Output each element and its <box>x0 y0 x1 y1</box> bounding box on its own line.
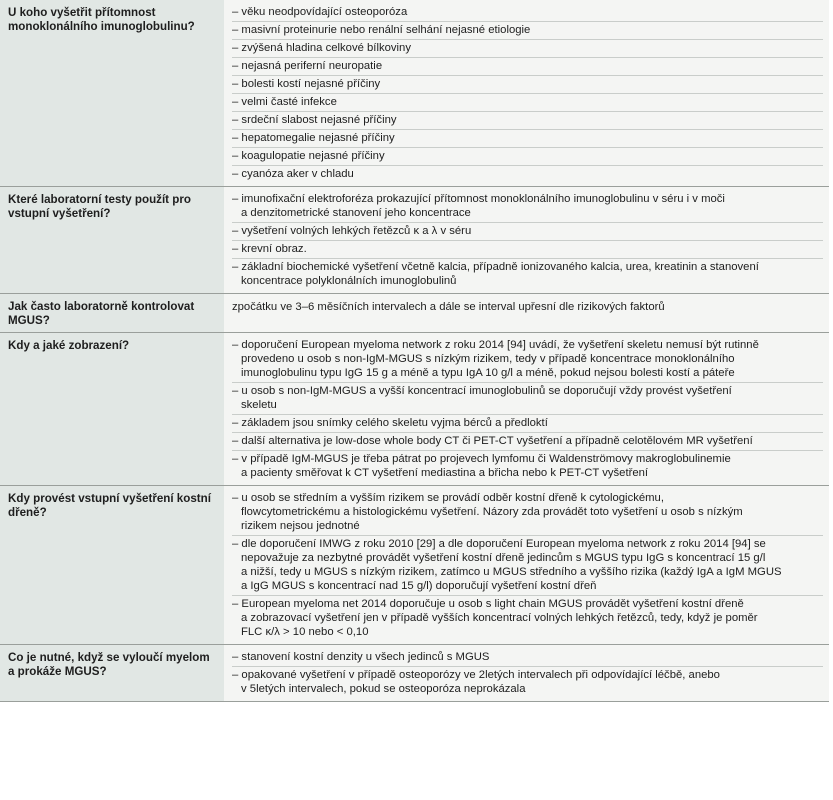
question-cell: U koho vyšetřit přítomnost monoklonálního imunoglobulinu? <box>0 0 224 187</box>
table-row-who-to-test <box>0 0 829 187</box>
list-item: – velmi časté infekce <box>232 94 823 112</box>
list-item: – koagulopatie nejasné příčiny <box>232 148 823 166</box>
answer-cell <box>224 333 829 486</box>
list-item: – věku neodpovídající osteoporóza <box>232 4 823 22</box>
list-item: – hepatomegalie nejasné příčiny <box>232 130 823 148</box>
question-cell: Jak často laboratorně kontrolovat MGUS? <box>0 294 224 333</box>
answer-cell <box>224 294 829 333</box>
list-item: – základní biochemické vyšetření včetně kalcia, případně ionizovaného kalcia, urea, kreatinin a stanovení koncentrace polyklonálních imunoglobulinů <box>232 261 759 287</box>
answer-cell <box>224 645 829 702</box>
table-row-imaging <box>0 333 829 486</box>
answer-cell <box>224 187 829 294</box>
answer-cell <box>224 0 829 187</box>
list-item: – srdeční slabost nejasné příčiny <box>232 112 823 130</box>
answer-text: zpočátku ve 3–6 měsíčních intervalech a dále se interval upřesní dle rizikových faktorů <box>232 301 665 313</box>
list-item: – cyanóza aker v chladu <box>232 168 354 180</box>
list-item: – u osob s non-IgM-MGUS a vyšší koncentrací imunoglobulinů se doporučují vždy provést vyšetření skeletu <box>232 383 823 415</box>
table-row-bone-marrow <box>0 486 829 645</box>
list-item: – zvýšená hladina celkové bílkoviny <box>232 40 823 58</box>
question-cell: Kdy a jaké zobrazení? <box>0 333 224 486</box>
question-cell: Kdy provést vstupní vyšetření kostní dřeně? <box>0 486 224 645</box>
table-row-lab-tests <box>0 187 829 294</box>
list-item: – dle doporučení IMWG z roku 2010 [29] a dle doporučení European myeloma network z roku 2014 [94] se nepovažuje za nezbytné provádět vyšetření kostní dřeně jedincům s MGUS typu IgG s koncentrací 15 g/l a nižší, tedy u MGUS s nízkým rizikem, zatímco u MGUS středního a vyššího rizika (každý IgA a IgM MGUS a IgG MGUS s koncentrací nad 15 g/l) doporučují vyšetření kostní dřeň <box>232 536 823 596</box>
table-row-after-exclusion <box>0 645 829 702</box>
list-item: – základem jsou snímky celého skeletu vyjma bérců a předloktí <box>232 415 823 433</box>
list-item: – masivní proteinurie nebo renální selhání nejasné etiologie <box>232 22 823 40</box>
list-item: – v případě IgM-MGUS je třeba pátrat po projevech lymfomu či Waldenströmovy makroglobulinemie a pacienty směřovat k CT vyšetření mediastina a břicha nebo k PET-CT vyšetření <box>232 453 731 479</box>
list-item: – nejasná periferní neuropatie <box>232 58 823 76</box>
question-cell: Co je nutné, když se vyloučí myelom a prokáže MGUS? <box>0 645 224 702</box>
list-item: – krevní obraz. <box>232 241 823 259</box>
list-item: – opakované vyšetření v případě osteoporózy ve 2letých intervalech při odpovídající léčbě, anebo v 5letých intervalech, pokud se osteoporóza neprokázala <box>232 669 720 695</box>
list-item: – další alternativa je low-dose whole body CT či PET-CT vyšetření a případně celotělovém MR vyšetření <box>232 433 823 451</box>
question-cell: Které laboratorní testy použít pro vstupní vyšetření? <box>0 187 224 294</box>
table-row-lab-frequency <box>0 294 829 333</box>
list-item: – stanovení kostní denzity u všech jedinců s MGUS <box>232 649 823 667</box>
list-item: – bolesti kostí nejasné příčiny <box>232 76 823 94</box>
list-item: – doporučení European myeloma network z roku 2014 [94] uvádí, že vyšetření skeletu nemusí být rutinně provedeno u osob s non-IgM-MGUS s nízkým rizikem, tedy v případě koncentrace monoklonálního imunoglobulinu typu IgG 15 g a méně a typu IgA 10 g/l a méně, pokud nejsou bolesti kostí a páteře <box>232 337 823 383</box>
answer-cell <box>224 486 829 645</box>
list-item: – u osob se středním a vyšším rizikem se provádí odběr kostní dřeně k cytologickému, flowcytometrickému a histologickému vyšetření. Názory zda provádět toto vyšetření u osob s nízkým rizikem nejsou jednotné <box>232 490 823 536</box>
list-item: – European myeloma net 2014 doporučuje u osob s light chain MGUS provádět vyšetření kostní dřeně a zobrazovací vyšetření jen v případě vyšších koncentrací volných lehkých řetězců, tedy, když je poměr FLC κ/λ > 10 nebo < 0,10 <box>232 598 758 638</box>
list-item: – vyšetření volných lehkých řetězců κ a λ v séru <box>232 223 823 241</box>
list-item: – imunofixační elektroforéza prokazující přítomnost monoklonálního imunoglobulinu v séru i v moči a denzitometrické stanovení jeho koncentrace <box>232 191 823 223</box>
